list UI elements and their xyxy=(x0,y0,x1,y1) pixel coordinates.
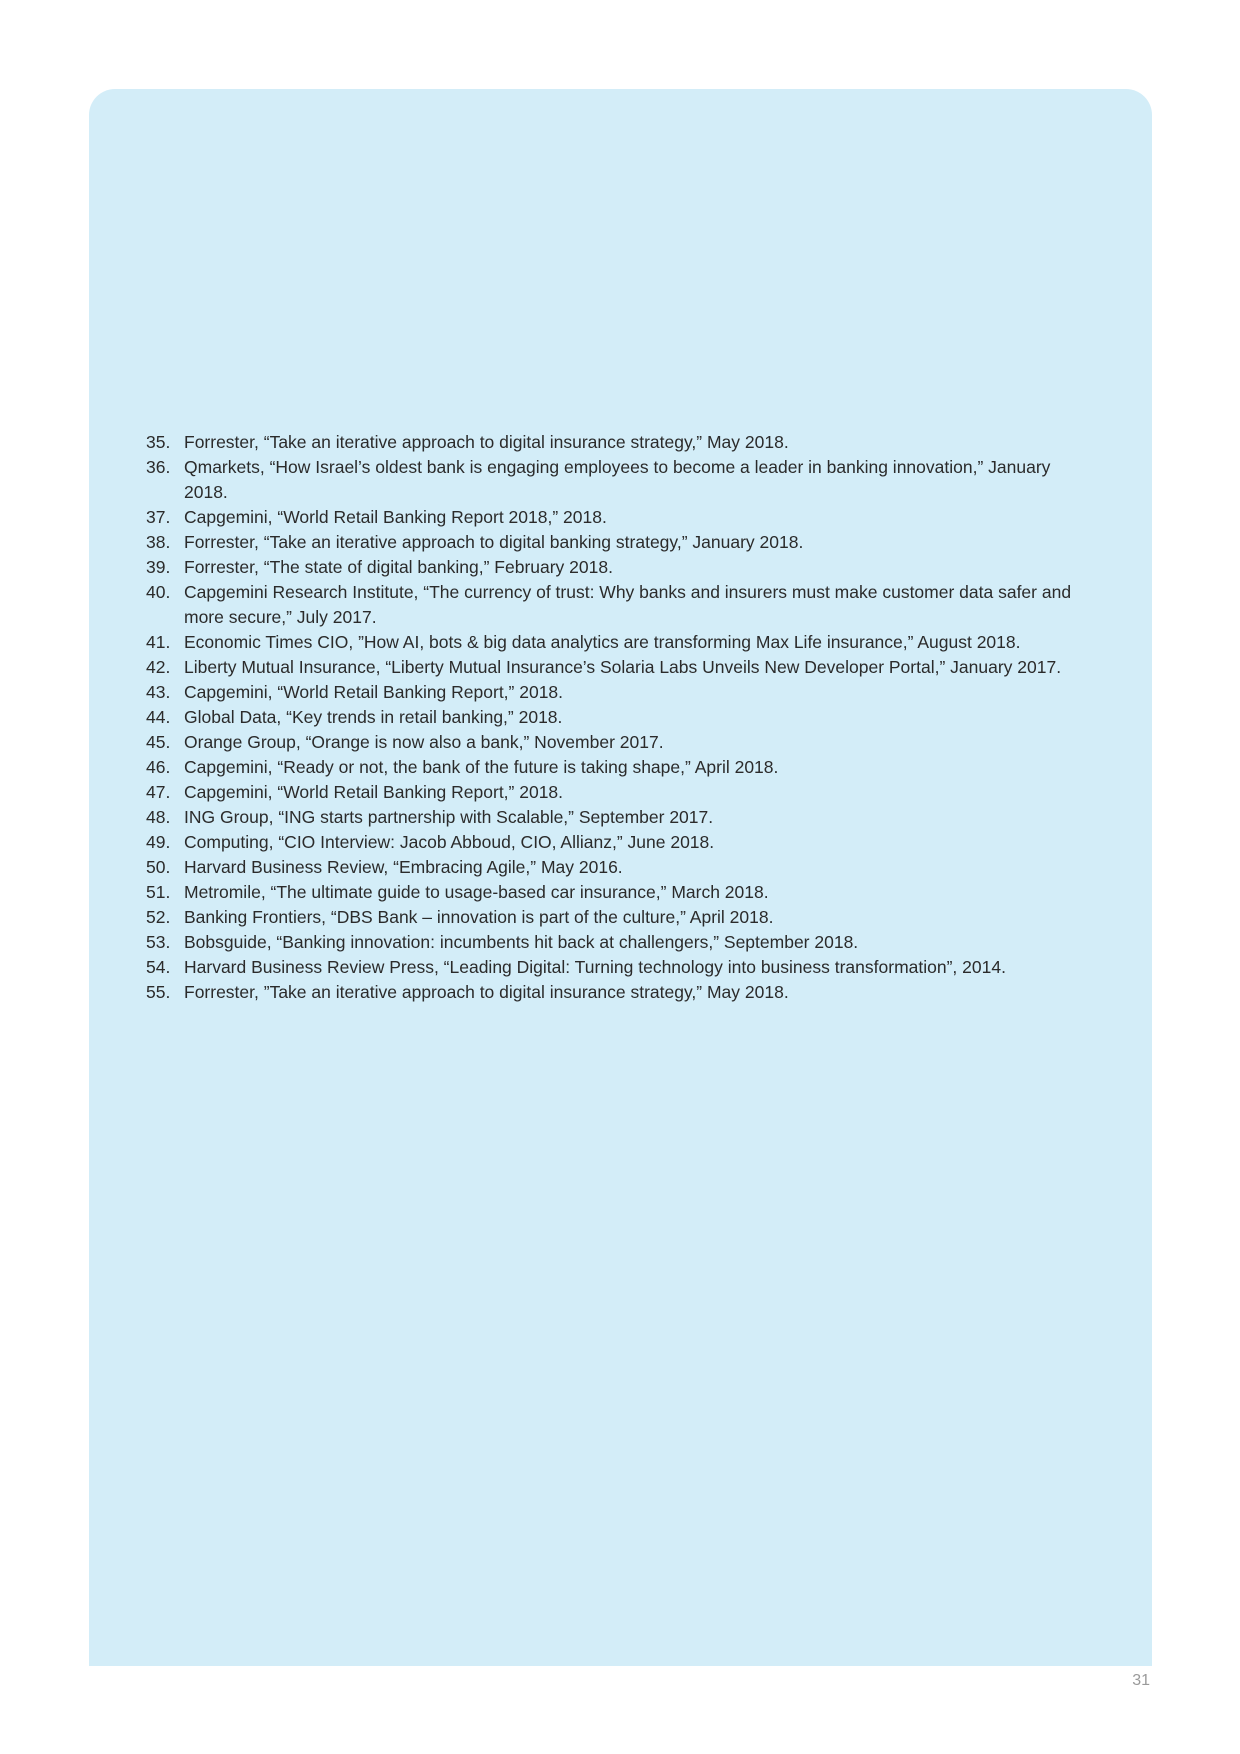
page-number: 31 xyxy=(1132,1672,1150,1689)
reference-item xyxy=(146,455,1096,505)
reference-item xyxy=(146,905,1096,930)
reference-text: Capgemini, “World Retail Banking Report 2018,” 2018. xyxy=(184,507,607,527)
reference-item xyxy=(146,655,1096,680)
reference-number: 48. xyxy=(146,807,171,827)
reference-number: 45. xyxy=(146,732,171,752)
reference-text: Capgemini Research Institute, “The currency of trust: Why banks and insurers must make customer data safer and more secure,” July 2017. xyxy=(184,582,1072,627)
reference-item xyxy=(146,755,1096,780)
reference-item xyxy=(146,830,1096,855)
reference-number: 39. xyxy=(146,557,171,577)
reference-text: Bobsguide, “Banking innovation: incumbents hit back at challengers,” September 2018. xyxy=(184,932,859,952)
reference-number: 54. xyxy=(146,957,171,977)
reference-item xyxy=(146,780,1096,805)
reference-number: 53. xyxy=(146,932,171,952)
reference-number: 52. xyxy=(146,907,171,927)
reference-number: 35. xyxy=(146,432,171,452)
reference-text: Banking Frontiers, “DBS Bank – innovation is part of the culture,” April 2018. xyxy=(184,907,774,927)
reference-number: 37. xyxy=(146,507,171,527)
reference-number: 46. xyxy=(146,757,171,777)
reference-number: 40. xyxy=(146,582,171,602)
reference-item xyxy=(146,980,1096,1005)
reference-item xyxy=(146,880,1096,905)
reference-number: 44. xyxy=(146,707,171,727)
reference-item xyxy=(146,730,1096,755)
reference-number: 36. xyxy=(146,457,171,477)
reference-item xyxy=(146,705,1096,730)
reference-number: 50. xyxy=(146,857,171,877)
reference-number: 51. xyxy=(146,882,171,902)
reference-text: Forrester, “The state of digital banking,” February 2018. xyxy=(184,557,613,577)
reference-item xyxy=(146,580,1096,630)
reference-text: Global Data, “Key trends in retail banking,” 2018. xyxy=(184,707,563,727)
reference-text: Harvard Business Review Press, “Leading Digital: Turning technology into business transformation”, 2014. xyxy=(184,957,1006,977)
reference-text: Metromile, “The ultimate guide to usage-based car insurance,” March 2018. xyxy=(184,882,769,902)
reference-item xyxy=(146,630,1096,655)
reference-number: 43. xyxy=(146,682,171,702)
reference-number: 41. xyxy=(146,632,171,652)
reference-item xyxy=(146,955,1096,980)
references-list xyxy=(146,430,1096,1005)
reference-text: Capgemini, “Ready or not, the bank of the future is taking shape,” April 2018. xyxy=(184,757,779,777)
reference-text: Forrester, “Take an iterative approach to digital insurance strategy,” May 2018. xyxy=(184,432,789,452)
reference-text: Forrester, “Take an iterative approach to digital banking strategy,” January 2018. xyxy=(184,532,804,552)
reference-item xyxy=(146,430,1096,455)
reference-number: 47. xyxy=(146,782,171,802)
reference-text: Capgemini, “World Retail Banking Report,” 2018. xyxy=(184,782,564,802)
reference-text: Computing, “CIO Interview: Jacob Abboud, CIO, Allianz,” June 2018. xyxy=(184,832,715,852)
reference-number: 55. xyxy=(146,982,171,1002)
reference-text: Orange Group, “Orange is now also a bank,” November 2017. xyxy=(184,732,664,752)
reference-text: Capgemini, “World Retail Banking Report,” 2018. xyxy=(184,682,564,702)
reference-item xyxy=(146,530,1096,555)
reference-text: Harvard Business Review, “Embracing Agile,” May 2016. xyxy=(184,857,623,877)
reference-text: Forrester, ”Take an iterative approach to digital insurance strategy,” May 2018. xyxy=(184,982,789,1002)
reference-item xyxy=(146,505,1096,530)
reference-item xyxy=(146,930,1096,955)
reference-item xyxy=(146,555,1096,580)
reference-text: ING Group, “ING starts partnership with Scalable,” September 2017. xyxy=(184,807,714,827)
reference-text: Economic Times CIO, ”How AI, bots & big data analytics are transforming Max Life insurance,” August 2018. xyxy=(184,632,1021,652)
reference-item xyxy=(146,855,1096,880)
reference-item xyxy=(146,805,1096,830)
reference-text: Liberty Mutual Insurance, “Liberty Mutual Insurance’s Solaria Labs Unveils New Developer Portal,” January 2017. xyxy=(184,657,1062,677)
reference-number: 49. xyxy=(146,832,171,852)
reference-number: 42. xyxy=(146,657,171,677)
reference-number: 38. xyxy=(146,532,171,552)
reference-text: Qmarkets, “How Israel’s oldest bank is engaging employees to become a leader in banking innovation,” January 2018. xyxy=(184,457,1051,502)
reference-item xyxy=(146,680,1096,705)
